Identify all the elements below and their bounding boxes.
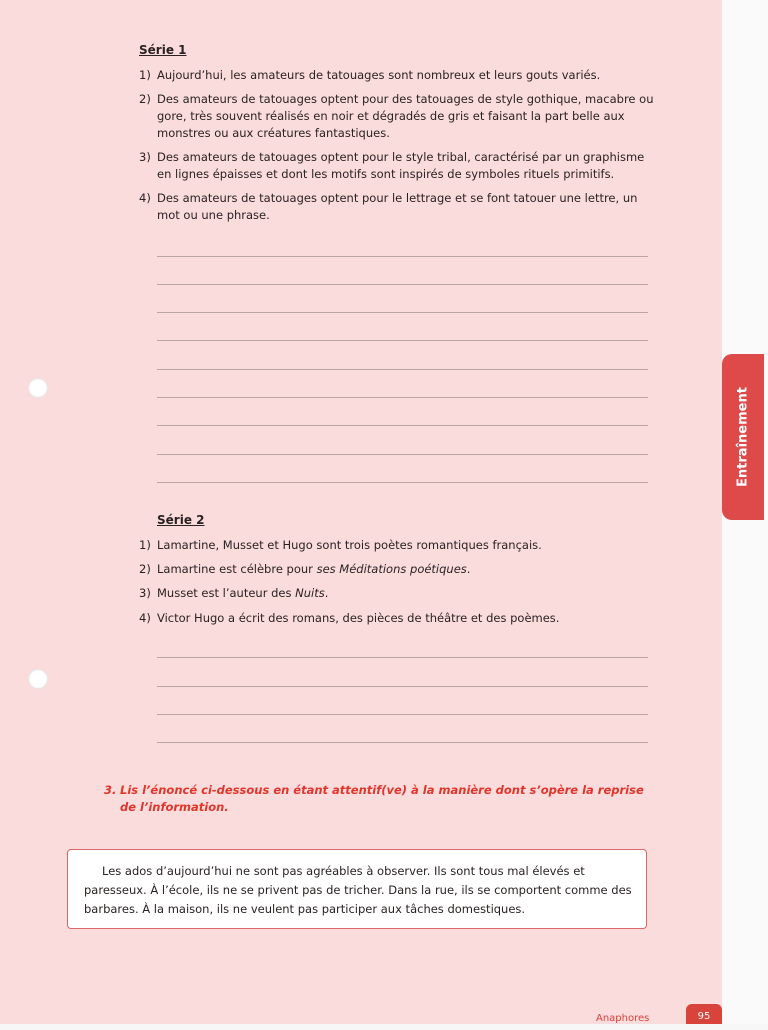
section-tab[interactable] bbox=[722, 354, 764, 520]
answer-line[interactable] bbox=[157, 369, 648, 370]
answer-line[interactable] bbox=[157, 482, 648, 483]
serie2-item-4-text: Victor Hugo a écrit des romans, des pièces de théâtre et des poèmes. bbox=[157, 611, 560, 625]
serie2-item-2-number: 2) bbox=[139, 562, 151, 576]
serie2-item-2-text-before: Lamartine est célèbre pour bbox=[157, 562, 317, 576]
serie1-title: Série 1 bbox=[139, 43, 187, 57]
text-box-content: Les ados d’aujourd’hui ne sont pas agréables à observer. Ils sont tous mal élevés et paresseux. À l’école, ils ne se privent pas de tricher. Dans la rue, ils se comportent comme des barbares. À la maison, ils ne veulent pas participer aux tâches domestiques. bbox=[84, 864, 632, 916]
answer-line[interactable] bbox=[157, 657, 648, 658]
section-tab-label: Entraînement bbox=[735, 387, 751, 487]
answer-line[interactable] bbox=[157, 256, 648, 257]
serie2-item-2-text bbox=[157, 561, 654, 578]
serie2-item-1-text: Lamartine, Musset et Hugo sont trois poètes romantiques français. bbox=[157, 538, 542, 552]
serie1-item-2-text: Des amateurs de tatouages optent pour des tatouages de style gothique, macabre ou gore, très souvent réalisés en noir et dégradés de gris et faisant la part belle aux monstres ou aux créatures fantastiques. bbox=[157, 92, 654, 140]
punch-hole-bottom bbox=[28, 669, 48, 689]
page-number: 95 bbox=[686, 1004, 722, 1024]
serie1-item-1-number: 1) bbox=[139, 68, 151, 82]
serie1-item-3-text: Des amateurs de tatouages optent pour le style tribal, caractérisé par un graphisme en lignes épaisses et dont les motifs sont inspirés de symboles rituels primitifs. bbox=[157, 150, 645, 181]
answer-line[interactable] bbox=[157, 714, 648, 715]
serie2-item-1-number: 1) bbox=[139, 538, 151, 552]
exercise-3-number: 3. bbox=[104, 783, 117, 797]
serie2-item-3-title: Nuits bbox=[295, 586, 325, 600]
answer-line[interactable] bbox=[157, 340, 648, 341]
serie2-item-2-title: ses Méditations poétiques bbox=[316, 562, 467, 576]
serie1-item-2-number: 2) bbox=[139, 92, 151, 106]
serie2-item-3-text-before: Musset est l’auteur des bbox=[157, 586, 296, 600]
serie1-item-3-number: 3) bbox=[139, 150, 151, 164]
answer-line[interactable] bbox=[157, 425, 648, 426]
answer-line[interactable] bbox=[157, 312, 648, 313]
serie2-item-2-text-after: . bbox=[466, 562, 471, 576]
answer-line[interactable] bbox=[157, 686, 648, 687]
footer-section-label: Anaphores bbox=[596, 1013, 650, 1024]
serie2-title: Série 2 bbox=[157, 513, 205, 527]
answer-line[interactable] bbox=[157, 284, 648, 285]
serie1-item-4-text: Des amateurs de tatouages optent pour le lettrage et se font tatouer une lettre, un mot ou une phrase. bbox=[157, 191, 638, 222]
serie2-item-4-number: 4) bbox=[139, 611, 151, 625]
serie2-item-3-number: 3) bbox=[139, 586, 151, 600]
answer-line[interactable] bbox=[157, 397, 648, 398]
punch-hole-top bbox=[28, 378, 48, 398]
exercise-3-text-box bbox=[67, 849, 647, 929]
serie2-item-3-text-after: . bbox=[324, 586, 329, 600]
serie1-item-4-number: 4) bbox=[139, 191, 151, 205]
serie1-item-1-text: Aujourd’hui, les amateurs de tatouages sont nombreux et leurs gouts variés. bbox=[157, 68, 601, 82]
answer-line[interactable] bbox=[157, 742, 648, 743]
exercise-3-text: Lis l’énoncé ci-dessous en étant attentif(ve) à la manière dont s’opère la reprise de l’information. bbox=[120, 783, 644, 814]
serie2-item-3-text bbox=[157, 585, 654, 602]
answer-line[interactable] bbox=[157, 454, 648, 455]
